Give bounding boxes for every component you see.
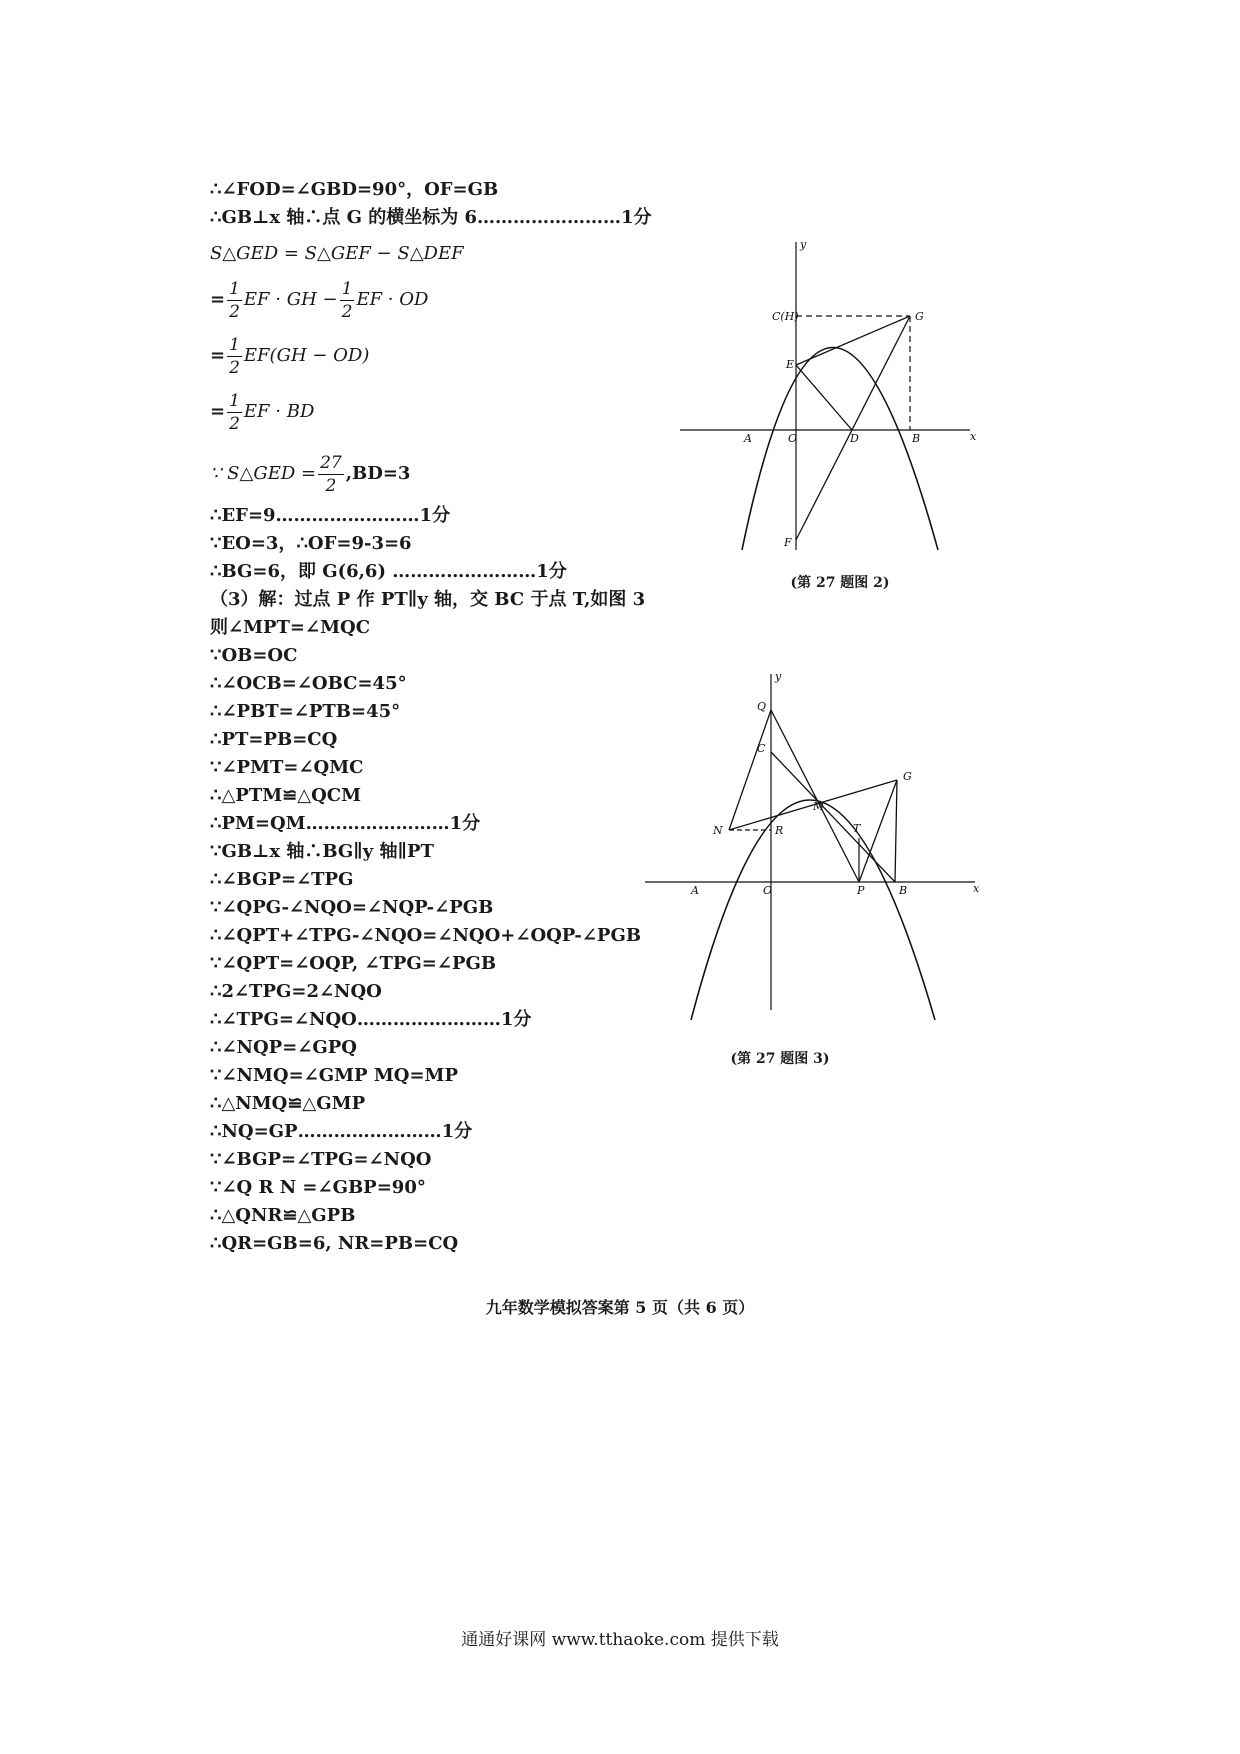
site-credit: 通通好课网 www.tthaoke.com 提供下载	[461, 1630, 779, 1650]
label-D: D	[850, 432, 859, 445]
solution-line: ∵∠NMQ=∠GMP MQ=MP	[210, 1065, 459, 1086]
label-O: O	[763, 884, 773, 897]
label-y: y	[775, 670, 782, 683]
figure-3-caption: (第 27 题图 3)	[730, 1051, 830, 1067]
label-B: B	[912, 432, 921, 445]
figure-2	[680, 240, 980, 560]
label-CH: C(H)	[772, 310, 799, 323]
label-M: M	[813, 800, 825, 813]
label-R: R	[775, 824, 784, 837]
solution-line: ∴△NMQ≌△GMP	[210, 1093, 366, 1114]
solution-line: ∵EO=3，∴OF=9-3=6	[210, 533, 412, 554]
solution-line: ∵∠QPG-∠NQO=∠NQP-∠PGB	[210, 897, 494, 918]
solution-line: ∴PT=PB=CQ	[210, 729, 338, 750]
solution-line: ∴QR=GB=6, NR=PB=CQ	[210, 1233, 459, 1254]
figure-2-diagram	[680, 240, 980, 560]
label-C: C	[757, 742, 766, 755]
solution-line: ∴△QNR≌△GPB	[210, 1205, 356, 1226]
area-step-1: = $\frac{1}{2}$ EF · GH − $\frac{1}{2}$ EF · OD	[210, 278, 429, 322]
solution-line: ∴BG=6，即 G(6,6) ……………………1分	[210, 561, 567, 582]
solution-line: ∵∠PMT=∠QMC	[210, 757, 364, 778]
area-step-2: = $\frac{1}{2}$ EF(GH − OD)	[210, 334, 370, 378]
label-y: y	[800, 240, 807, 251]
solution-line: ∵∠BGP=∠TPG=∠NQO	[210, 1149, 432, 1170]
solution-line: ∵OB=OC	[210, 645, 298, 666]
label-G: G	[903, 770, 912, 783]
solution-line: ∴∠TPG=∠NQO……………………1分	[210, 1009, 532, 1030]
solution-line: ∴∠BGP=∠TPG	[210, 869, 354, 890]
segment-QN	[729, 710, 771, 830]
solution-line: ∵∠QPT=∠OQP, ∠TPG=∠PGB	[210, 953, 497, 974]
solution-line: ∴∠OCB=∠OBC=45°	[210, 673, 407, 694]
label-E: E	[786, 358, 795, 371]
area-formula: S△GED = S△GEF − S△DEF	[210, 243, 464, 264]
solution-line: ∴∠PBT=∠PTB=45°	[210, 701, 401, 722]
figure-2-caption: (第 27 题图 2)	[790, 575, 890, 591]
label-N: N	[713, 824, 723, 837]
solution-line: ∴2∠TPG=2∠NQO	[210, 981, 382, 1002]
segment-QP	[771, 710, 859, 882]
solution-line: ∴△PTM≌△QCM	[210, 785, 362, 806]
label-O: O	[788, 432, 798, 445]
solution-line: ∴∠NQP=∠GPQ	[210, 1037, 357, 1058]
label-T: T	[853, 822, 861, 835]
label-x: x	[970, 430, 977, 443]
label-x: x	[973, 882, 980, 895]
solution-line: ∴∠FOD=∠GBD=90°，OF=GB	[210, 179, 499, 200]
segment-FG	[796, 316, 910, 540]
solution-line: ∴GB⊥x 轴∴点 G 的横坐标为 6……………………1分	[210, 207, 652, 228]
label-Q: Q	[757, 700, 767, 713]
segment-CB	[771, 752, 895, 882]
fraction: $\frac{1}{2}$	[229, 278, 240, 322]
fraction: $\frac{1}{2}$	[229, 334, 240, 378]
label-G: G	[915, 310, 924, 323]
parabola	[691, 800, 935, 1020]
fraction: $\frac{1}{2}$	[341, 278, 353, 322]
given-area: ∵ S△GED = $\frac{27}{2}$ ,BD=3	[210, 452, 411, 496]
solution-line: ∵∠Q R N =∠GBP=90°	[210, 1177, 426, 1198]
label-P: P	[857, 884, 865, 897]
page-footer: 九年数学模拟答案第 5 页（共 6 页）	[485, 1298, 755, 1317]
segment-EG	[796, 316, 910, 365]
solution-line: ∵GB⊥x 轴∴BG∥y 轴∥PT	[210, 841, 434, 862]
figure-3-diagram	[645, 670, 985, 1020]
fraction: $\frac{27}{2}$	[320, 452, 342, 496]
label-B: B	[899, 884, 908, 897]
solution-line: ∴∠QPT+∠TPG-∠NQO=∠NQO+∠OQP-∠PGB	[210, 925, 642, 946]
solution-line: （3）解：过点 P 作 PT∥y 轴，交 BC 于点 T,如图 3	[210, 589, 646, 610]
solution-line: ∴EF=9……………………1分	[210, 505, 451, 526]
fraction: $\frac{1}{2}$	[229, 390, 240, 434]
label-A: A	[744, 432, 752, 445]
solution-line: 则∠MPT=∠MQC	[210, 617, 371, 638]
segment-ED	[796, 365, 852, 430]
figure-3	[645, 670, 985, 1020]
area-step-3: = $\frac{1}{2}$ EF · BD	[210, 390, 315, 434]
solution-line: ∴PM=QM……………………1分	[210, 813, 481, 834]
segment-BG	[895, 780, 897, 882]
label-F: F	[784, 536, 792, 549]
solution-line: ∴NQ=GP……………………1分	[210, 1121, 473, 1142]
parabola	[742, 348, 938, 551]
label-A: A	[691, 884, 699, 897]
